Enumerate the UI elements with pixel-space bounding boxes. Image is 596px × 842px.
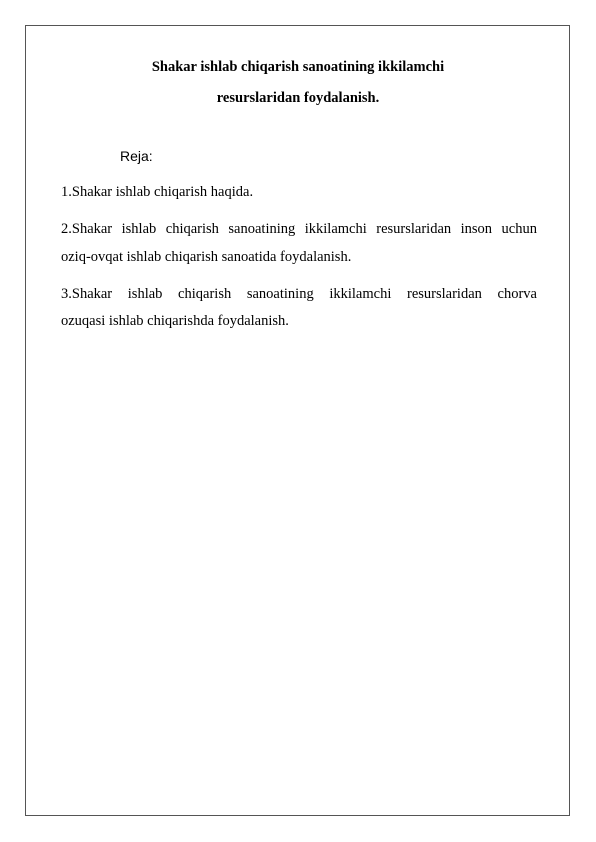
page-border bbox=[25, 25, 570, 816]
document-title-line-2: resurslaridan foydalanish. bbox=[216, 90, 380, 106]
document-title-line-1: Shakar ishlab chiqarish sanoatining ikkilamchi bbox=[151, 59, 445, 75]
plan-heading: Reja: bbox=[120, 148, 153, 164]
plan-item-2-line-1: 2.Shakar ishlab chiqarish sanoatining ikkilamchi resurslaridan inson uchun bbox=[61, 221, 537, 237]
plan-item-2-line-2: oziq-ovqat ishlab chiqarish sanoatida foydalanish. bbox=[61, 249, 352, 265]
plan-item-1-line-1: 1.Shakar ishlab chiqarish haqida. bbox=[61, 184, 254, 200]
plan-item-3-line-2: ozuqasi ishlab chiqarishda foydalanish. bbox=[61, 313, 289, 329]
plan-item-3-line-1: 3.Shakar ishlab chiqarish sanoatining ikkilamchi resurslaridan chorva bbox=[61, 286, 537, 302]
